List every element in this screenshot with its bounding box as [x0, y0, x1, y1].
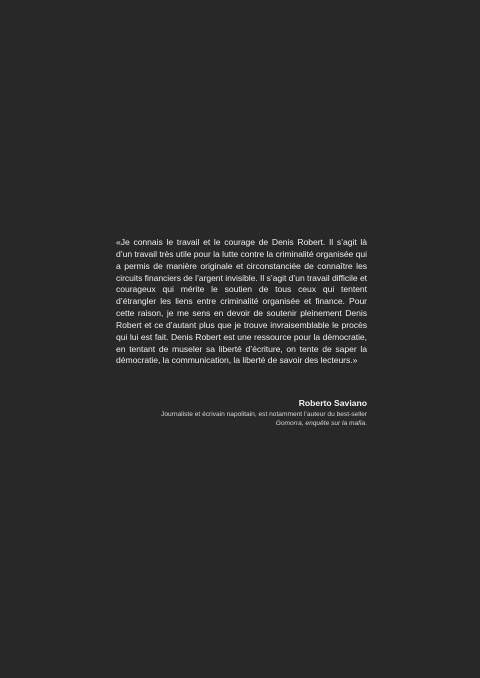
author-bio: [116, 410, 367, 428]
author-name: Roberto Saviano: [298, 398, 367, 408]
quote-text: «Je connais le travail et le courage de Denis Robert. Il s’agit là d’un travail très utile pour la lutte contre la criminalité organisée qui a permis de manière originale et circonstanciée de connaître les circuits financiers de l’argent invisible. Il s’agit d’un travail difficile et courageux qui mérite le soutien de tous ceux qui tentent d’étrangler les liens entre criminalité organisée et finance. Pour cette raison, je me sens en devoir de soutenir pleinement Denis Robert et ce d’autant plus que je trouve invraisemblable le procès qui lui est fait. Denis Robert est une ressource pour la démocratie, en tentant de museler sa liberté d’écriture, on tente de saper la démocratie, la communication, la liberté de savoir des lecteurs.»: [116, 237, 368, 366]
attribution: [116, 398, 367, 428]
author-bio-line: Journaliste et écrivain napolitain, est notamment l’auteur du best-seller: [161, 411, 367, 418]
author-bio-work-line: [116, 419, 367, 428]
work-title: Gomorra, enquête sur la mafia: [275, 420, 366, 427]
work-title-suffix: .: [365, 420, 367, 427]
